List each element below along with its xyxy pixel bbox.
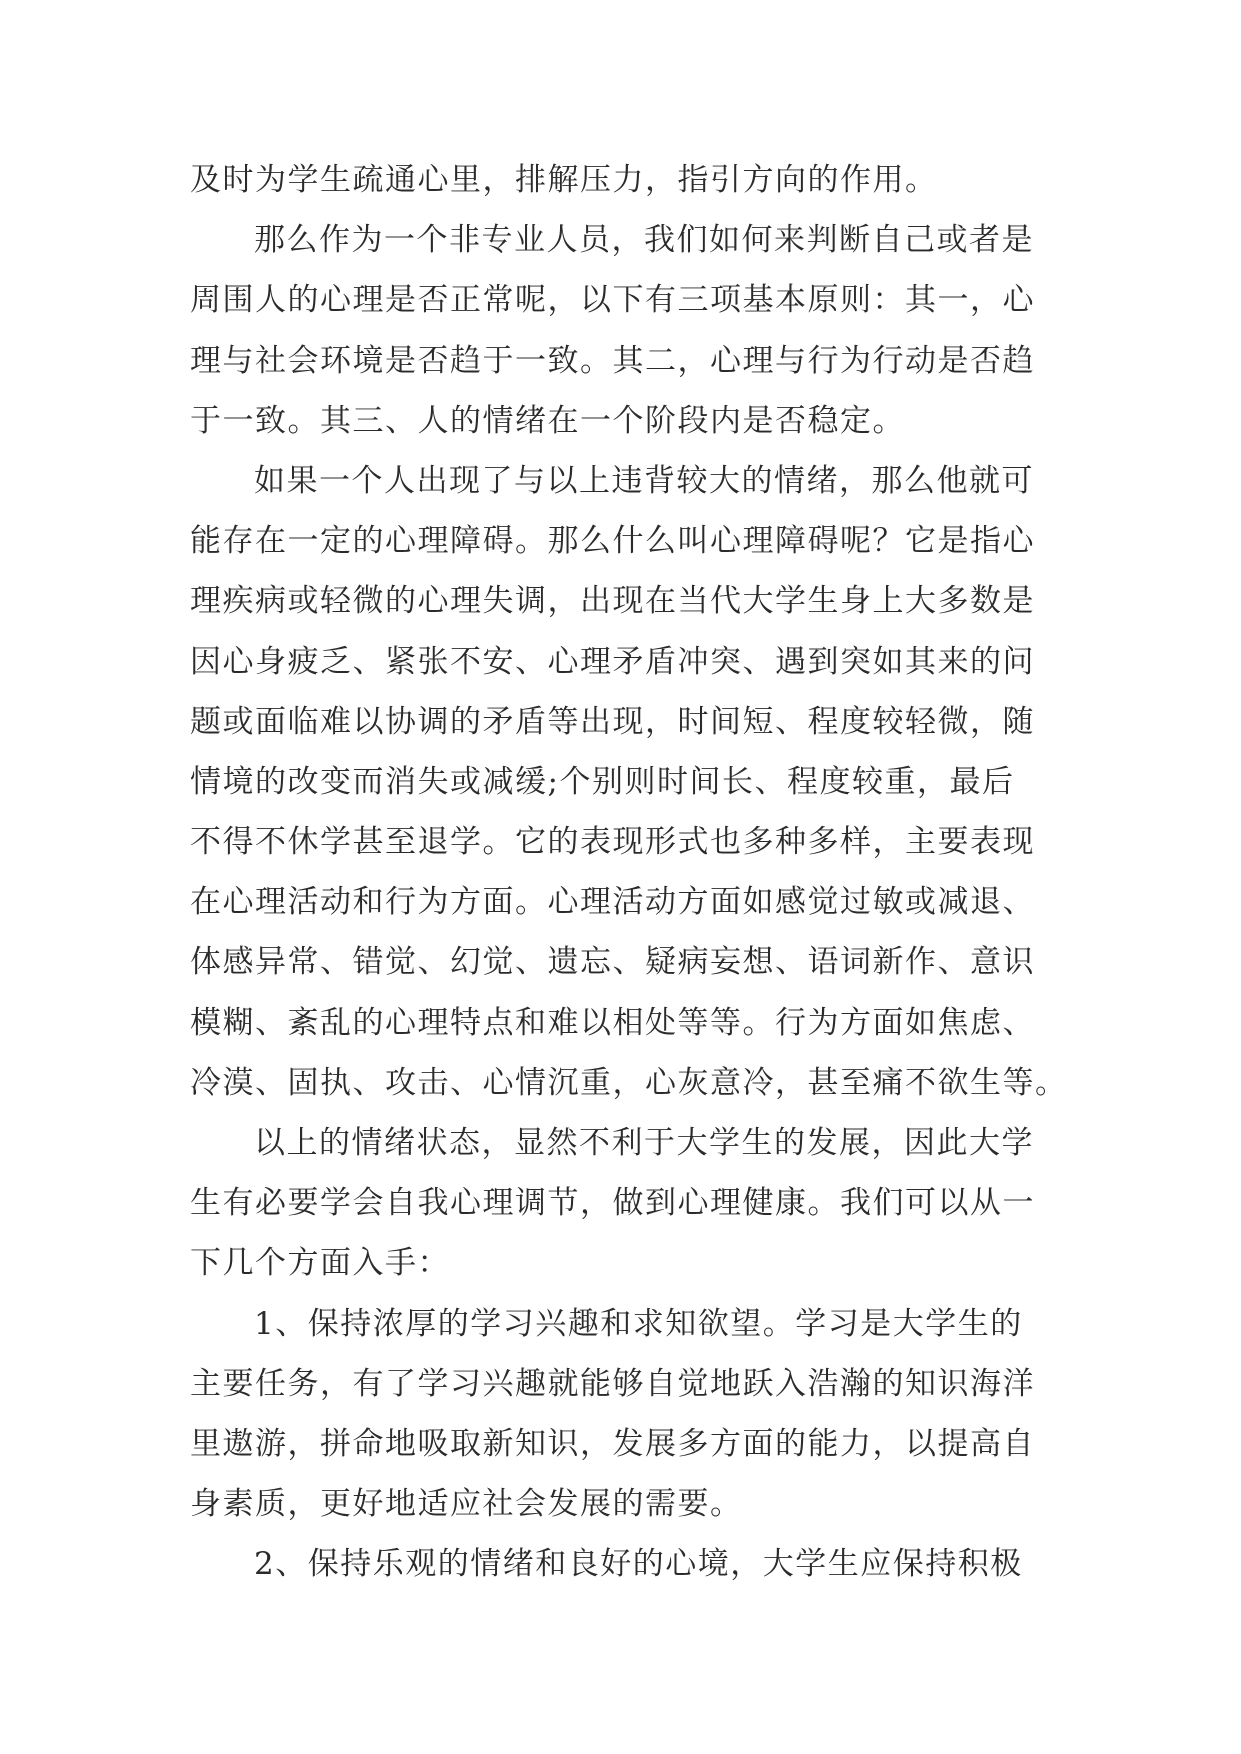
paragraph-start-line: 1、保持浓厚的学习兴趣和求知欲望。学习是大学生的 [254, 1305, 1023, 1342]
text-line: 下几个方面入手： [190, 1245, 450, 1282]
paragraph-start-line: 那么作为一个非专业人员，我们如何来判断自己或者是 [254, 222, 1034, 259]
document-body [190, 150, 1068, 1595]
paragraph-start-line: 2、保持乐观的情绪和良好的心境，大学生应保持积极 [254, 1546, 1023, 1583]
paragraph-start-line: 如果一个人出现了与以上违背较大的情绪，那么他就可 [254, 462, 1034, 499]
text-line: 周围人的心理是否正常呢，以下有三项基本原则：其一，心 [190, 282, 1035, 319]
text-line: 模糊、紊乱的心理特点和难以相处等等。行为方面如焦虑、 [190, 1004, 1035, 1041]
text-line: 因心身疲乏、紧张不安、心理矛盾冲突、遇到突如其来的问 [190, 643, 1035, 680]
text-line: 冷漠、固执、攻击、心情沉重，心灰意冷，甚至痛不欲生等。 [190, 1064, 1068, 1101]
text-line: 里遨游，拼命地吸取新知识，发展多方面的能力，以提高自 [190, 1425, 1035, 1462]
text-line: 于一致。其三、人的情绪在一个阶段内是否稳定。 [190, 402, 905, 439]
text-line: 及时为学生疏通心里，排解压力，指引方向的作用。 [190, 162, 938, 198]
paragraph-start-line: 以上的情绪状态，显然不利于大学生的发展，因此大学 [254, 1125, 1034, 1161]
text-line: 身素质，更好地适应社会发展的需要。 [190, 1486, 743, 1523]
text-line: 理与社会环境是否趋于一致。其二，心理与行为行动是否趋 [190, 342, 1035, 379]
text-line: 主要任务，有了学习兴趣就能够自觉地跃入浩瀚的知识海洋 [190, 1365, 1035, 1402]
text-line: 生有必要学会自我心理调节，做到心理健康。我们可以从一 [190, 1185, 1035, 1222]
text-line: 体感异常、错觉、幻觉、遗忘、疑病妄想、语词新作、意识 [190, 944, 1035, 981]
text-line: 不得不休学甚至退学。它的表现形式也多种多样，主要表现 [190, 824, 1035, 861]
text-line: 情境的改变而消失或减缓;个别则时间长、程度较重，最后 [190, 763, 1015, 800]
text-line: 题或面临难以协调的矛盾等出现，时间短、程度较轻微，随 [190, 703, 1035, 740]
text-line: 理疾病或轻微的心理失调，出现在当代大学生身上大多数是 [190, 583, 1035, 620]
text-line: 在心理活动和行为方面。心理活动方面如感觉过敏或减退、 [190, 884, 1035, 921]
text-line: 能存在一定的心理障碍。那么什么叫心理障碍呢？它是指心 [190, 523, 1035, 560]
